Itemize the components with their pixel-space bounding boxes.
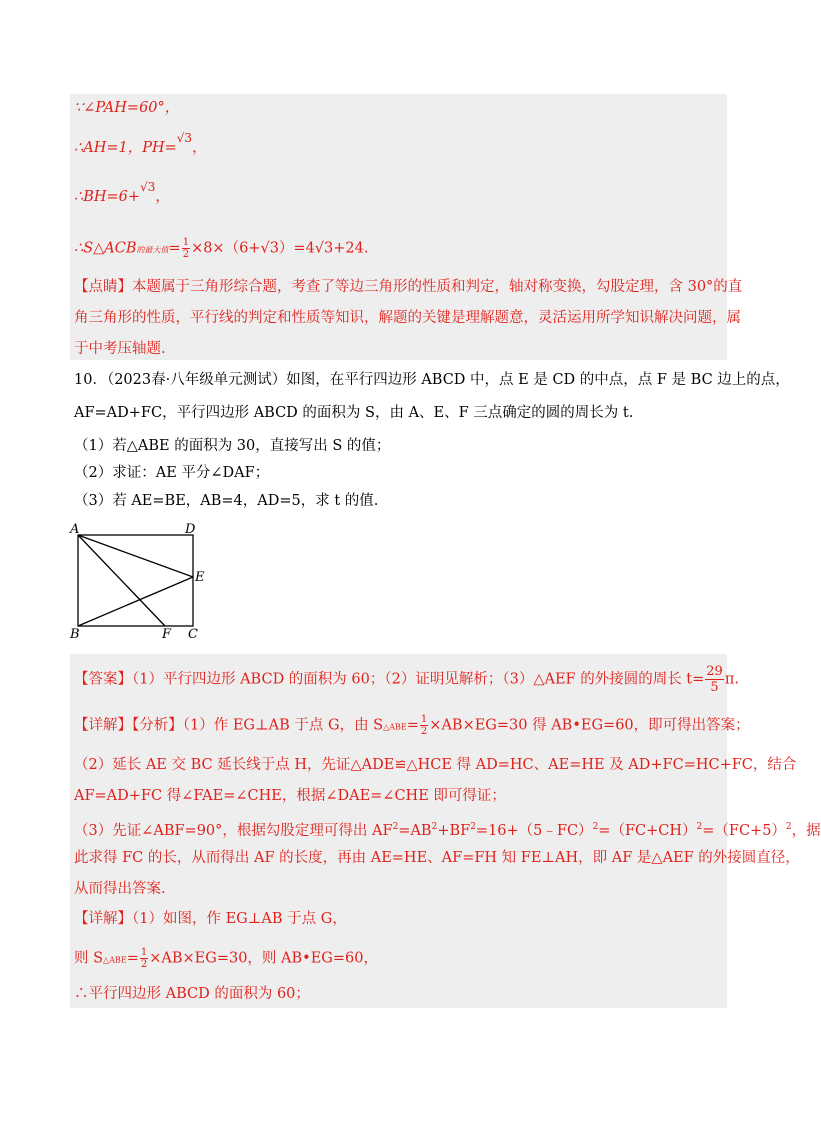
fraction: $\frac{1}{2}$ <box>140 947 148 970</box>
subscript: △ABE <box>103 955 127 965</box>
label-f: F <box>162 627 172 642</box>
text: +BF <box>437 822 471 839</box>
sqrt-value: √3 <box>140 180 156 194</box>
dianjing-line-1: 【点睛】本题属于三角形综合题，考查了等边三角形的性质和判定，轴对称变换，勾股定理，含 30°的直 <box>74 279 743 295</box>
analysis-line-3: AF=AD+FC 得∠FAE=∠CHE，根据∠DAE=∠CHE 即可得证； <box>74 788 506 804</box>
superscript: 2 <box>785 822 792 832</box>
fraction: $\frac{1}{2}$ <box>182 237 190 260</box>
analysis-line-4 <box>74 817 821 841</box>
text: = <box>168 240 181 257</box>
line-bh <box>74 180 170 207</box>
detail-line-1: 【详解】（1）如图，作 EG⊥AB 于点 G， <box>74 911 347 927</box>
dianjing-line-3: 于中考压轴题. <box>74 341 166 357</box>
superscript: 2 <box>392 822 399 832</box>
text: ∴BH=6+ <box>74 189 141 205</box>
label-c: C <box>188 627 198 642</box>
segment-be <box>78 577 193 626</box>
text: π. <box>724 671 739 688</box>
question-line-2: AF=AD+FC，平行四边形 ABCD 的面积为 S，由 A、E、F 三点确定的圆的周长为 t. <box>74 405 634 421</box>
text: ，据 <box>791 822 821 839</box>
analysis-line-5: 此求得 FC 的长，从而得出 AF 的长度，再由 AE=HE、AF=FH 知 FE⊥AH，即 AF 是△AEF 的外接圆直径， <box>74 850 800 866</box>
rectangle-abcd <box>78 535 193 626</box>
text: =AB <box>398 822 432 839</box>
segment-af <box>78 535 165 626</box>
line-angle-pah: ∵∠PAH=60°， <box>74 100 180 116</box>
fraction: $\frac{1}{2}$ <box>420 714 428 737</box>
segment-ae <box>78 535 193 577</box>
dianjing-line-2: 角三角形的性质，平行线的判定和性质等知识，解题的关键是理解题意，灵活运用所学知识解决问题，属 <box>74 310 741 326</box>
text: （3）先证∠ABF=90°，根据勾股定理可得出 AF <box>74 822 393 839</box>
question-line-5: （3）若 AE=BE，AB=4，AD=5，求 t 的值. <box>74 493 379 509</box>
line-ah-ph <box>74 131 207 158</box>
analysis-line-2: （2）延长 AE 交 BC 延长线于点 H，先证△ADE≌△HCE 得 AD=HC、AE=HE 及 AD+FC=HC+FC，结合 <box>74 757 797 773</box>
answer-line <box>74 664 739 695</box>
question-line-4: （2）求证：AE 平分∠DAF； <box>74 465 270 481</box>
text: = <box>126 950 139 967</box>
text: 【答案】（1）平行四边形 ABCD 的面积为 60；（2）证明见解析；（3）△AEF 的外接圆的周长 t= <box>74 671 705 688</box>
detail-line-2 <box>74 947 378 971</box>
subscript: 的最大值 <box>136 245 169 255</box>
text: 则 S <box>74 950 104 967</box>
question-line-1: 10．（2023春·八年级单元测试）如图，在平行四边形 ABCD 中，点 E 是 CD 的中点，点 F 是 BC 边上的点， <box>74 372 790 388</box>
text: =（FC+5） <box>702 822 786 839</box>
question-line-3: （1）若△ABE 的面积为 30，直接写出 S 的值； <box>74 438 391 454</box>
text: ∴S△ACB <box>74 240 137 257</box>
text: ∴AH=1，PH= <box>74 140 177 156</box>
superscript: 2 <box>470 822 476 832</box>
text: =16+（5﹣FC） <box>475 822 593 839</box>
subscript: △ABE <box>383 722 407 732</box>
analysis-line-6: 从而得出答案. <box>74 881 166 897</box>
analysis-line-1 <box>74 714 750 738</box>
detail-line-3: ∴平行四边形 ABCD 的面积为 60； <box>74 986 310 1002</box>
text: ×AB×EG=30，则 AB•EG=60， <box>149 950 378 967</box>
label-b: B <box>70 627 80 642</box>
sqrt-value: √3 <box>176 131 193 145</box>
text: ×AB×EG=30 得 AB•EG=60，即可得出答案； <box>429 717 750 734</box>
label-e: E <box>195 570 205 585</box>
superscript: 2 <box>431 822 438 832</box>
label-a: A <box>70 522 80 537</box>
superscript: 2 <box>592 822 599 832</box>
text: ， <box>155 189 170 205</box>
text: ， <box>192 140 207 156</box>
text: ×8×（6+√3）=4√3+24. <box>191 240 369 257</box>
text: =（FC+CH） <box>598 822 697 839</box>
text: 【详解】【分析】（1）作 EG⊥AB 于点 G，由 S <box>74 717 384 734</box>
label-d: D <box>185 522 196 537</box>
fraction: $\frac{29}{5}$ <box>706 664 723 695</box>
superscript: 2 <box>696 822 703 832</box>
line-area-max <box>74 237 368 261</box>
text: = <box>406 717 419 734</box>
parallelogram-figure <box>68 518 218 642</box>
